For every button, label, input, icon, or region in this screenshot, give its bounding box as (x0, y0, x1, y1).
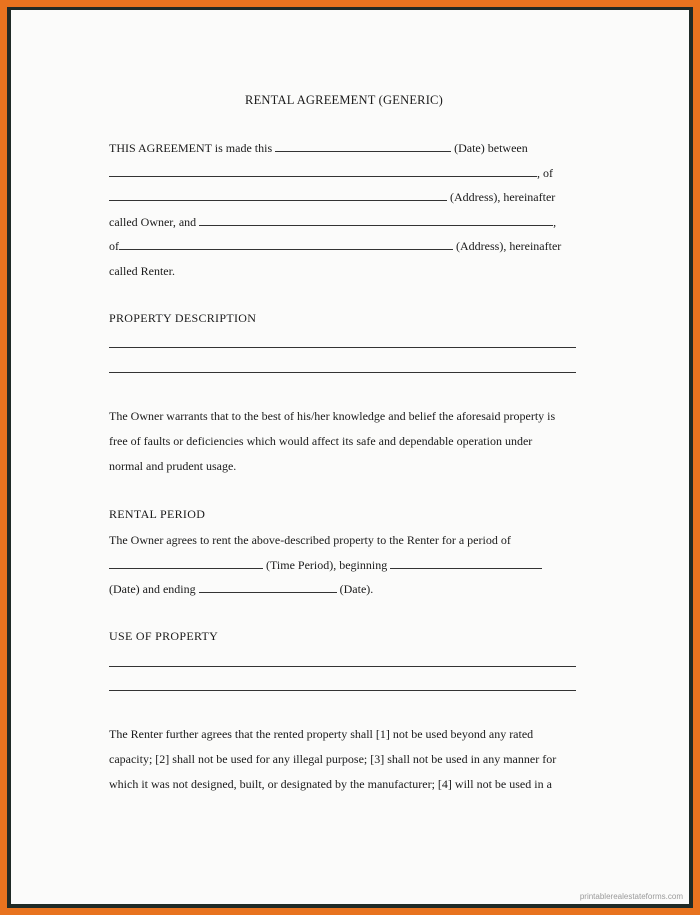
paragraph-line: The Owner warrants that to the best of his/her knowledge and belief the aforesaid property is (109, 409, 556, 423)
rental-text: (Date) and ending (109, 582, 196, 596)
section-heading-property-description: PROPERTY DESCRIPTION (109, 311, 257, 325)
rental-line-3 (109, 581, 579, 597)
paragraph-line: capacity; [2] shall not be used for any illegal purpose; [3] shall not be used in any manner for (109, 752, 557, 766)
intro-text: called Owner, and (109, 215, 197, 229)
description-blank-line[interactable] (109, 372, 576, 373)
paragraph-line: free of faults or deficiencies which would affect its safe and dependable operation under (109, 434, 533, 448)
intro-line-1 (109, 140, 579, 156)
rental-line-2 (109, 557, 579, 573)
intro-text: , (553, 215, 557, 229)
intro-text: (Address), hereinafter (456, 239, 562, 253)
intro-text: , of (537, 166, 553, 180)
owner-address-blank[interactable] (109, 189, 447, 201)
warranty-paragraph (109, 404, 579, 479)
begin-date-blank[interactable] (390, 557, 542, 569)
rental-text: (Time Period), beginning (266, 558, 388, 572)
date-blank[interactable] (275, 140, 451, 152)
section-heading-rental-period: RENTAL PERIOD (109, 507, 206, 521)
time-period-blank[interactable] (109, 557, 263, 569)
description-blank-line[interactable] (109, 347, 576, 348)
intro-text: of (109, 239, 119, 253)
end-date-blank[interactable] (199, 581, 337, 593)
rental-line-1: The Owner agrees to rent the above-described property to the Renter for a period of (109, 533, 511, 547)
intro-text: THIS AGREEMENT is made this (109, 141, 273, 155)
intro-line-3 (109, 189, 579, 205)
document-page (11, 10, 689, 904)
intro-text: (Address), hereinafter (450, 190, 556, 204)
intro-line-2 (109, 165, 579, 181)
owner-name-blank[interactable] (109, 165, 537, 177)
renter-name-blank[interactable] (199, 214, 553, 226)
use-paragraph (109, 722, 579, 797)
use-blank-line[interactable] (109, 690, 576, 691)
document-title: RENTAL AGREEMENT (GENERIC) (245, 93, 443, 107)
intro-line-5 (109, 238, 579, 254)
intro-line-4 (109, 214, 579, 230)
paragraph-line: which it was not designed, built, or designated by the manufacturer; [4] will not be used in a (109, 777, 552, 791)
renter-address-blank[interactable] (119, 238, 453, 250)
use-blank-line[interactable] (109, 666, 576, 667)
paragraph-line: The Renter further agrees that the rented property shall [1] not be used beyond any rated (109, 727, 534, 741)
paragraph-line: normal and prudent usage. (109, 459, 237, 473)
intro-text: (Date) between (454, 141, 528, 155)
section-heading-use-of-property: USE OF PROPERTY (109, 629, 219, 643)
rental-text: (Date). (339, 582, 374, 596)
intro-line-6: called Renter. (109, 264, 175, 278)
watermark-text: printablerealestateforms.com (579, 892, 683, 901)
